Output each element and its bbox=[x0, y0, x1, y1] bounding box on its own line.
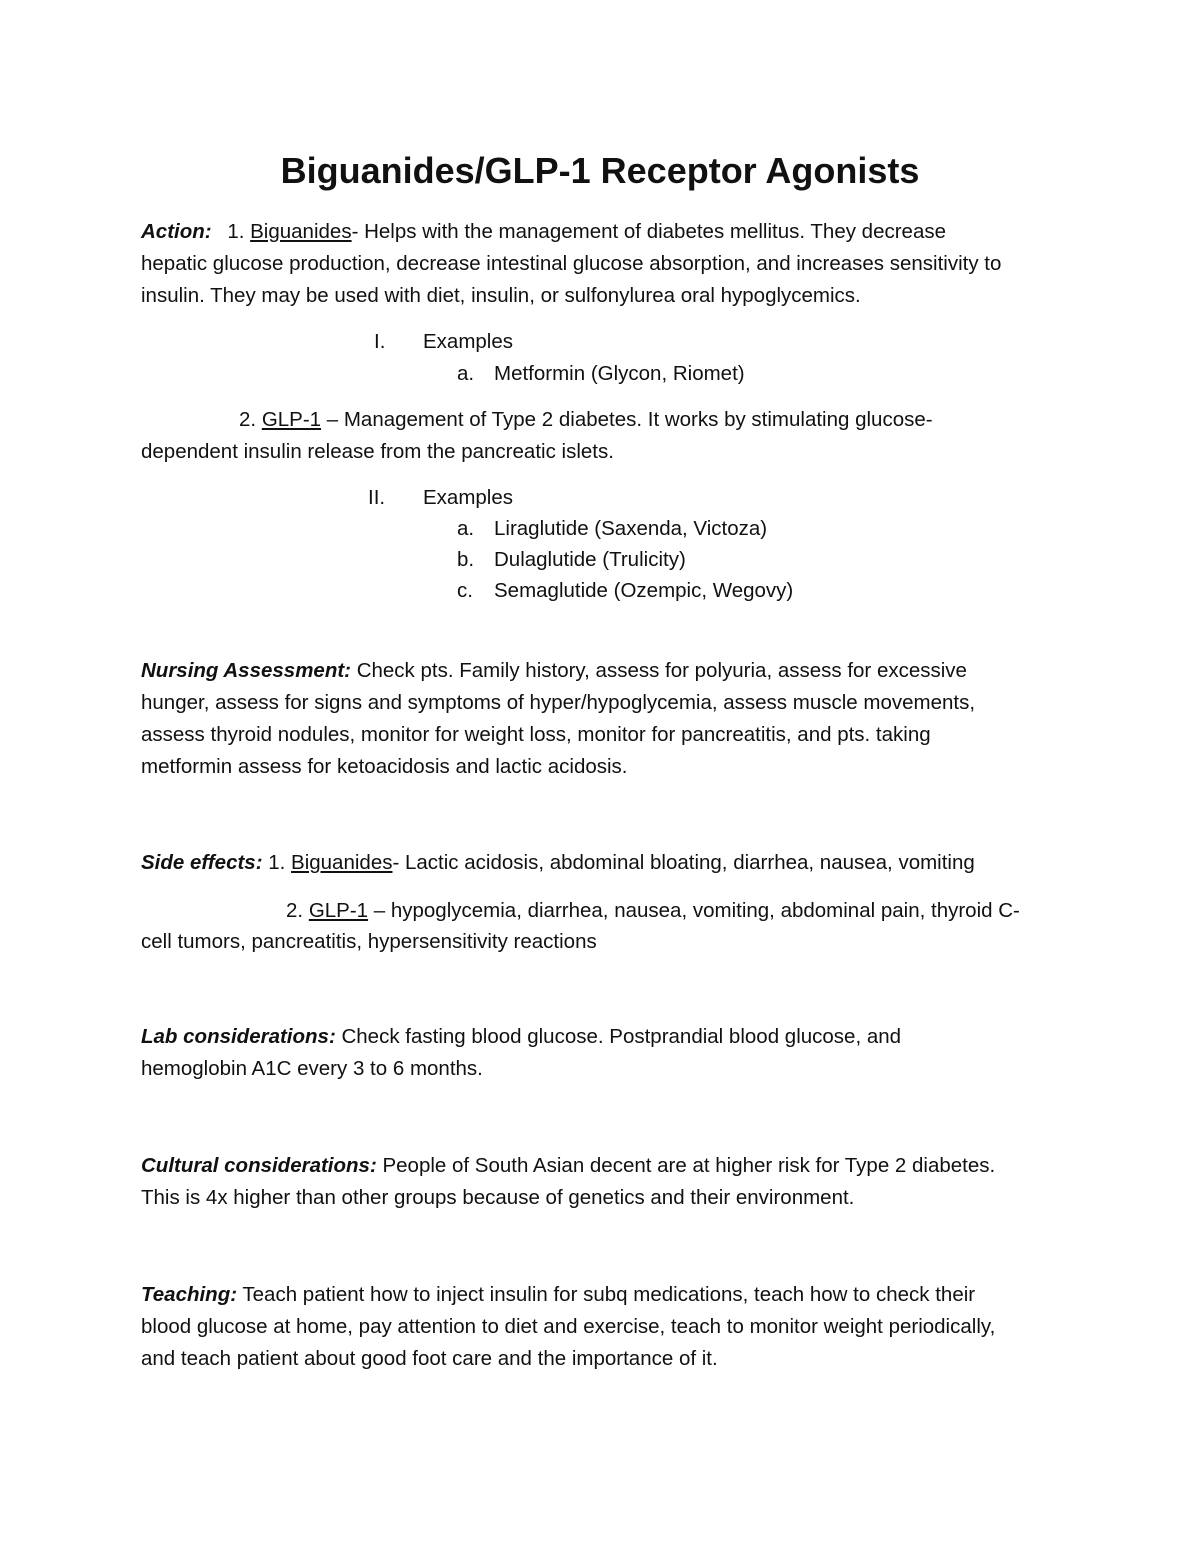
nursing-text-3: assess thyroid nodules, monitor for weight loss, monitor for pancreatitis, and pts. taking bbox=[141, 723, 931, 746]
action-label: Action: bbox=[141, 220, 212, 243]
nursing-text-2: hunger, assess for signs and symptoms of hyper/hypoglycemia, assess muscle movements, bbox=[141, 691, 976, 714]
action-item1-term: Biguanides bbox=[250, 220, 352, 243]
teaching-label: Teaching: bbox=[141, 1283, 238, 1306]
lab-text-1: Check fasting blood glucose. Postprandial blood glucose, and bbox=[335, 1025, 902, 1048]
teaching-line-1 bbox=[141, 1281, 975, 1309]
cultural-label: Cultural considerations: bbox=[141, 1154, 377, 1177]
examples2-item-b-letter: b. bbox=[457, 548, 475, 571]
examples2-item-a-letter: a. bbox=[457, 517, 475, 540]
action-item2-line1: – Management of Type 2 diabetes. It works by stimulating glucose- bbox=[321, 408, 933, 431]
document-title: Biguanides/GLP-1 Receptor Agonists bbox=[280, 150, 920, 191]
action-item1-line3: insulin. They may be used with diet, insulin, or sulfonylurea oral hypoglycemics. bbox=[141, 284, 861, 307]
action-item2-number: 2. bbox=[239, 408, 257, 431]
cultural-text-2: This is 4x higher than other groups because of genetics and their environment. bbox=[141, 1186, 855, 1209]
examples1-item-a-text: Metformin (Glycon, Riomet) bbox=[494, 362, 745, 385]
side-effects-item1-number: 1. bbox=[262, 851, 286, 874]
examples2-item-c-letter: c. bbox=[457, 579, 473, 602]
examples2-label: Examples bbox=[423, 486, 514, 509]
teaching-text-3: and teach patient about good foot care and the importance of it. bbox=[141, 1347, 718, 1370]
examples1-item-a-letter: a. bbox=[457, 362, 475, 385]
examples2-item-b-text: Dulaglutide (Trulicity) bbox=[494, 548, 686, 571]
teaching-text-1: Teach patient how to inject insulin for subq medications, teach how to check their bbox=[237, 1283, 976, 1306]
nursing-text-4: metformin assess for ketoacidosis and lactic acidosis. bbox=[141, 755, 628, 778]
side-effects-line-2 bbox=[286, 897, 1020, 925]
nursing-label: Nursing Assessment: bbox=[141, 659, 351, 682]
teaching-text-2: blood glucose at home, pay attention to diet and exercise, teach to monitor weight periodically, bbox=[141, 1315, 996, 1338]
side-effects-item1-term: Biguanides bbox=[291, 851, 393, 874]
lab-text-2: hemoglobin A1C every 3 to 6 months. bbox=[141, 1057, 483, 1080]
side-effects-item1-text: - Lactic acidosis, abdominal bloating, diarrhea, nausea, vomiting bbox=[392, 851, 975, 874]
cultural-text-1: People of South Asian decent are at higher risk for Type 2 diabetes. bbox=[376, 1154, 996, 1177]
lab-label: Lab considerations: bbox=[141, 1025, 336, 1048]
action-item1-line2: hepatic glucose production, decrease intestinal glucose absorption, and increases sensitivity to bbox=[141, 252, 1002, 275]
action-line-item2 bbox=[239, 406, 933, 434]
nursing-text-1: Check pts. Family history, assess for polyuria, assess for excessive bbox=[351, 659, 967, 682]
cultural-line-1 bbox=[141, 1152, 995, 1180]
lab-line-1 bbox=[141, 1023, 901, 1051]
examples2-numeral: II. bbox=[368, 486, 386, 509]
side-effects-item2-term: GLP-1 bbox=[308, 899, 369, 922]
action-line-1 bbox=[141, 218, 946, 246]
side-effects-item2-line2: cell tumors, pancreatitis, hypersensitivity reactions bbox=[141, 930, 597, 953]
examples1-numeral: I. bbox=[374, 330, 386, 353]
side-effects-item2-number: 2. bbox=[286, 899, 304, 922]
examples1-label: Examples bbox=[423, 330, 514, 353]
action-item2-term: GLP-1 bbox=[261, 408, 322, 431]
action-item1-line1: - Helps with the management of diabetes mellitus. They decrease bbox=[351, 220, 947, 243]
side-effects-line-1 bbox=[141, 849, 975, 877]
examples2-item-c-text: Semaglutide (Ozempic, Wegovy) bbox=[494, 579, 794, 602]
side-effects-label: Side effects: bbox=[141, 851, 263, 874]
side-effects-item2-line1: – hypoglycemia, diarrhea, nausea, vomiting, abdominal pain, thyroid C- bbox=[368, 899, 1020, 922]
examples2-item-a-text: Liraglutide (Saxenda, Victoza) bbox=[494, 517, 768, 540]
action-item2-line2: dependent insulin release from the pancreatic islets. bbox=[141, 440, 614, 463]
nursing-line-1 bbox=[141, 657, 967, 685]
action-item1-number: 1. bbox=[227, 220, 245, 243]
